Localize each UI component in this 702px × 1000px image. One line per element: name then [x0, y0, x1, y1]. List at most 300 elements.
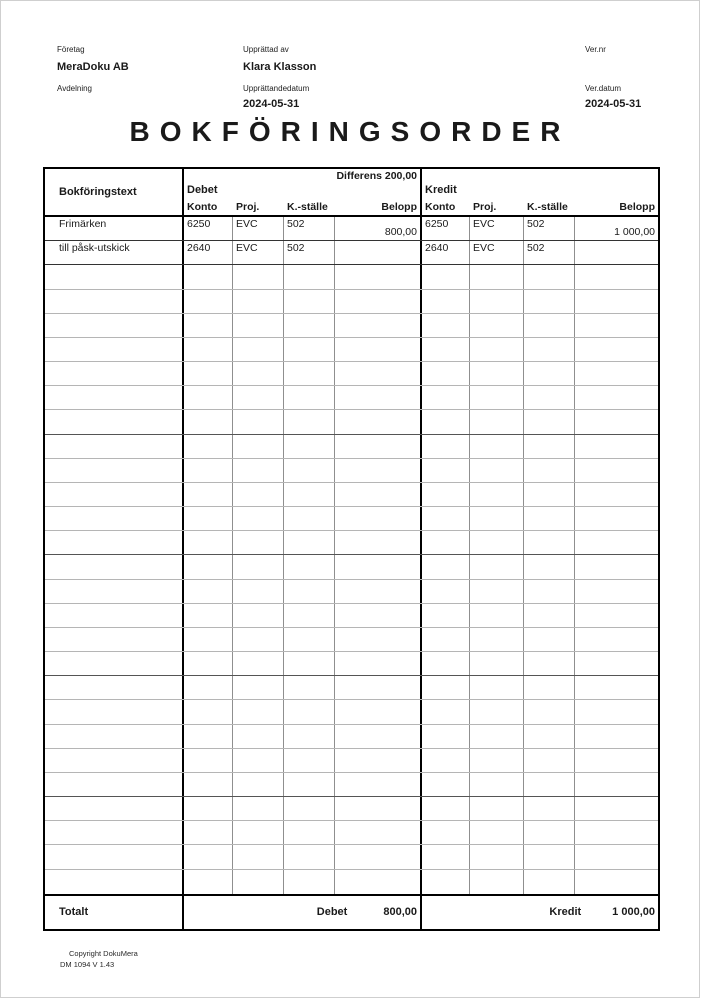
empty-cell — [470, 870, 524, 894]
cell-bokforingstext: till påsk-utskick — [45, 241, 184, 264]
empty-cell — [284, 725, 335, 748]
empty-cell — [233, 362, 284, 385]
cell-bokforingstext: Frimärken — [45, 217, 184, 240]
empty-cell — [422, 580, 470, 603]
empty-cell — [335, 676, 422, 699]
empty-cell — [233, 725, 284, 748]
empty-cell — [284, 749, 335, 772]
totalt-label: Totalt — [45, 896, 184, 929]
empty-cell — [184, 410, 233, 433]
empty-cell — [233, 459, 284, 482]
empty-cell — [422, 362, 470, 385]
subheader-kredit-belopp: Belopp — [619, 201, 655, 213]
table-row — [45, 410, 658, 434]
empty-cell — [233, 821, 284, 844]
empty-cell — [184, 435, 233, 458]
empty-cell — [284, 314, 335, 337]
footer-doc-id: DM 1094 V 1.43 — [60, 960, 115, 969]
table-row — [45, 604, 658, 628]
empty-cell — [575, 700, 658, 723]
empty-cell — [575, 604, 658, 627]
subheader-kredit-proj: Proj. — [473, 201, 497, 213]
empty-cell — [422, 531, 470, 554]
empty-cell — [45, 459, 184, 482]
empty-cell — [184, 531, 233, 554]
empty-cell — [284, 386, 335, 409]
table-row — [45, 362, 658, 386]
empty-cell — [524, 604, 575, 627]
empty-cell — [335, 555, 422, 578]
empty-cell — [470, 773, 524, 796]
empty-cell — [470, 362, 524, 385]
empty-cell — [45, 749, 184, 772]
table-row — [45, 555, 658, 579]
empty-cell — [184, 676, 233, 699]
empty-cell — [335, 386, 422, 409]
empty-cell — [335, 507, 422, 530]
empty-cell — [422, 555, 470, 578]
empty-cell — [575, 797, 658, 820]
upprattandedatum-value: 2024-05-31 — [243, 98, 300, 110]
empty-cell — [184, 314, 233, 337]
empty-cell — [335, 749, 422, 772]
empty-cell — [575, 676, 658, 699]
empty-cell — [335, 290, 422, 313]
empty-cell — [335, 265, 422, 288]
empty-cell — [284, 410, 335, 433]
empty-cell — [335, 362, 422, 385]
table-row — [45, 217, 658, 241]
empty-cell — [422, 265, 470, 288]
empty-cell — [575, 290, 658, 313]
table-row — [45, 531, 658, 555]
empty-cell — [45, 290, 184, 313]
cell-debet-konto: 6250 — [184, 217, 233, 240]
empty-cell — [45, 676, 184, 699]
empty-cell — [45, 531, 184, 554]
empty-cell — [284, 435, 335, 458]
avdelning-label: Avdelning — [57, 84, 92, 93]
cell-debet-konto: 2640 — [184, 241, 233, 264]
empty-cell — [233, 507, 284, 530]
empty-cell — [45, 604, 184, 627]
empty-cell — [284, 821, 335, 844]
empty-cell — [470, 676, 524, 699]
empty-cell — [575, 459, 658, 482]
empty-cell — [45, 821, 184, 844]
empty-cell — [184, 507, 233, 530]
upprattandedatum-label: Upprättandedatum — [243, 84, 310, 93]
empty-cell — [45, 580, 184, 603]
empty-cell — [575, 338, 658, 361]
empty-cell — [284, 797, 335, 820]
empty-cell — [524, 773, 575, 796]
page-title: BOKFÖRINGSORDER — [129, 116, 571, 147]
empty-cell — [524, 628, 575, 651]
empty-cell — [45, 314, 184, 337]
empty-cell — [335, 459, 422, 482]
empty-cell — [575, 652, 658, 675]
empty-cell — [524, 314, 575, 337]
empty-cell — [45, 773, 184, 796]
empty-cell — [45, 265, 184, 288]
table-row — [45, 628, 658, 652]
empty-cell — [284, 604, 335, 627]
empty-cell — [470, 314, 524, 337]
empty-cell — [524, 652, 575, 675]
table-row — [45, 870, 658, 894]
table-row — [45, 265, 658, 289]
empty-cell — [422, 797, 470, 820]
subheader-kredit-konto: Konto — [425, 201, 456, 213]
empty-cell — [184, 265, 233, 288]
empty-cell — [45, 386, 184, 409]
empty-cell — [184, 580, 233, 603]
empty-cell — [470, 410, 524, 433]
empty-cell — [335, 870, 422, 894]
table-row — [45, 241, 658, 265]
empty-cell — [284, 870, 335, 894]
empty-cell — [470, 386, 524, 409]
empty-cell — [575, 362, 658, 385]
empty-cell — [284, 531, 335, 554]
empty-cell — [470, 483, 524, 506]
cell-kredit-konto: 6250 — [422, 217, 470, 240]
empty-cell — [335, 652, 422, 675]
verdatum-value: 2024-05-31 — [585, 98, 642, 110]
empty-cell — [45, 483, 184, 506]
empty-cell — [45, 870, 184, 894]
empty-cell — [524, 700, 575, 723]
empty-cell — [335, 725, 422, 748]
totalt-kredit-value: 1 000,00 — [612, 906, 655, 919]
empty-cell — [470, 459, 524, 482]
empty-cell — [45, 507, 184, 530]
table-rows — [45, 217, 658, 894]
empty-cell — [335, 604, 422, 627]
empty-cell — [575, 628, 658, 651]
empty-cell — [422, 507, 470, 530]
empty-cell — [422, 773, 470, 796]
empty-cell — [233, 797, 284, 820]
empty-cell — [45, 338, 184, 361]
totalt-row — [45, 894, 658, 929]
empty-cell — [470, 797, 524, 820]
cell-kredit-konto: 2640 — [422, 241, 470, 264]
kredit-subheaders — [422, 198, 658, 215]
empty-cell — [524, 507, 575, 530]
empty-cell — [284, 507, 335, 530]
totalt-debet-cell — [184, 896, 422, 929]
empty-cell — [524, 845, 575, 868]
table-row — [45, 338, 658, 362]
empty-cell — [233, 845, 284, 868]
empty-cell — [422, 483, 470, 506]
empty-cell — [575, 314, 658, 337]
table-header — [45, 169, 658, 217]
empty-cell — [524, 386, 575, 409]
empty-cell — [45, 725, 184, 748]
empty-cell — [335, 410, 422, 433]
empty-cell — [575, 531, 658, 554]
table-row — [45, 749, 658, 773]
empty-cell — [422, 725, 470, 748]
empty-cell — [335, 314, 422, 337]
empty-cell — [45, 628, 184, 651]
subheader-debet-proj: Proj. — [236, 201, 260, 213]
table-row — [45, 676, 658, 700]
upprattad-av-label: Upprättad av — [243, 45, 289, 54]
empty-cell — [470, 700, 524, 723]
subheader-debet-kstalle: K.-ställe — [287, 201, 328, 213]
cell-kredit-proj: EVC — [470, 241, 524, 264]
empty-cell — [233, 555, 284, 578]
empty-cell — [524, 531, 575, 554]
empty-cell — [575, 265, 658, 288]
empty-cell — [422, 410, 470, 433]
empty-cell — [284, 845, 335, 868]
empty-cell — [575, 773, 658, 796]
empty-cell — [575, 725, 658, 748]
table-row — [45, 459, 658, 483]
empty-cell — [233, 435, 284, 458]
empty-cell — [470, 749, 524, 772]
empty-cell — [524, 749, 575, 772]
empty-cell — [184, 555, 233, 578]
subheader-debet-konto: Konto — [187, 201, 218, 213]
subheader-kredit-kstalle: K.-ställe — [527, 201, 568, 213]
empty-cell — [284, 676, 335, 699]
debet-subheaders — [184, 198, 420, 215]
empty-cell — [335, 435, 422, 458]
empty-cell — [524, 483, 575, 506]
empty-cell — [524, 362, 575, 385]
vernr-label: Ver.nr — [585, 45, 606, 54]
empty-cell — [470, 628, 524, 651]
empty-cell — [184, 749, 233, 772]
empty-cell — [422, 459, 470, 482]
cell-kredit-proj: EVC — [470, 217, 524, 240]
cell-debet-kstalle: 502 — [284, 217, 335, 240]
empty-cell — [233, 676, 284, 699]
empty-cell — [470, 652, 524, 675]
table-row — [45, 845, 658, 869]
empty-cell — [524, 459, 575, 482]
empty-cell — [470, 845, 524, 868]
empty-cell — [184, 362, 233, 385]
table-row — [45, 435, 658, 459]
empty-cell — [335, 797, 422, 820]
cell-kredit-kstalle: 502 — [524, 241, 575, 264]
empty-cell — [233, 604, 284, 627]
empty-cell — [524, 580, 575, 603]
empty-cell — [284, 580, 335, 603]
empty-cell — [233, 531, 284, 554]
empty-cell — [422, 314, 470, 337]
empty-cell — [470, 580, 524, 603]
empty-cell — [575, 749, 658, 772]
empty-cell — [284, 555, 335, 578]
empty-cell — [524, 410, 575, 433]
empty-cell — [45, 700, 184, 723]
totalt-debet-value: 800,00 — [383, 906, 417, 919]
empty-cell — [470, 821, 524, 844]
cell-kredit-belopp — [575, 241, 658, 264]
foretag-label: Företag — [57, 45, 85, 54]
table-row — [45, 797, 658, 821]
empty-cell — [233, 483, 284, 506]
empty-cell — [470, 531, 524, 554]
empty-cell — [335, 845, 422, 868]
upprattad-av-value: Klara Klasson — [243, 61, 317, 73]
differens-value: Differens 200,00 — [336, 170, 417, 182]
cell-debet-belopp: 800,00 — [335, 217, 422, 240]
empty-cell — [184, 700, 233, 723]
table-row — [45, 290, 658, 314]
empty-cell — [184, 773, 233, 796]
empty-cell — [233, 386, 284, 409]
table-row — [45, 483, 658, 507]
empty-cell — [524, 870, 575, 894]
empty-cell — [233, 870, 284, 894]
empty-cell — [524, 290, 575, 313]
empty-cell — [184, 386, 233, 409]
empty-cell — [335, 628, 422, 651]
empty-cell — [575, 555, 658, 578]
cell-kredit-kstalle: 502 — [524, 217, 575, 240]
empty-cell — [45, 435, 184, 458]
table-row — [45, 652, 658, 676]
table-row — [45, 507, 658, 531]
empty-cell — [470, 507, 524, 530]
empty-cell — [422, 676, 470, 699]
cell-debet-proj: EVC — [233, 241, 284, 264]
debet-header-label: Debet — [187, 184, 218, 196]
empty-cell — [45, 555, 184, 578]
empty-cell — [284, 362, 335, 385]
table-row — [45, 314, 658, 338]
empty-cell — [524, 797, 575, 820]
empty-cell — [524, 435, 575, 458]
empty-cell — [470, 604, 524, 627]
cell-debet-proj: EVC — [233, 217, 284, 240]
empty-cell — [575, 435, 658, 458]
empty-cell — [422, 821, 470, 844]
table-row — [45, 700, 658, 724]
empty-cell — [422, 700, 470, 723]
empty-cell — [284, 483, 335, 506]
empty-cell — [335, 338, 422, 361]
empty-cell — [422, 628, 470, 651]
empty-cell — [233, 628, 284, 651]
empty-cell — [422, 604, 470, 627]
empty-cell — [470, 435, 524, 458]
empty-cell — [284, 290, 335, 313]
kredit-header-label: Kredit — [425, 184, 457, 196]
empty-cell — [335, 531, 422, 554]
empty-cell — [284, 773, 335, 796]
bokforingsorder-table — [43, 167, 660, 931]
empty-cell — [184, 604, 233, 627]
totalt-debet-label: Debet — [316, 906, 348, 919]
empty-cell — [575, 821, 658, 844]
empty-cell — [184, 290, 233, 313]
table-row — [45, 386, 658, 410]
empty-cell — [284, 628, 335, 651]
empty-cell — [184, 483, 233, 506]
empty-cell — [422, 845, 470, 868]
empty-cell — [184, 628, 233, 651]
empty-cell — [233, 410, 284, 433]
empty-cell — [422, 290, 470, 313]
foretag-value: MeraDoku AB — [57, 61, 129, 73]
empty-cell — [184, 797, 233, 820]
empty-cell — [575, 410, 658, 433]
cell-debet-belopp — [335, 241, 422, 264]
empty-cell — [422, 338, 470, 361]
kredit-section-header — [422, 169, 658, 215]
empty-cell — [184, 338, 233, 361]
empty-cell — [233, 700, 284, 723]
empty-cell — [470, 290, 524, 313]
kredit-header-spacer — [422, 169, 658, 183]
empty-cell — [422, 749, 470, 772]
empty-cell — [284, 700, 335, 723]
table-row — [45, 725, 658, 749]
empty-cell — [184, 652, 233, 675]
empty-cell — [470, 555, 524, 578]
empty-cell — [45, 797, 184, 820]
empty-cell — [575, 483, 658, 506]
table-row — [45, 773, 658, 797]
empty-cell — [524, 821, 575, 844]
empty-cell — [184, 725, 233, 748]
empty-cell — [575, 580, 658, 603]
empty-cell — [45, 845, 184, 868]
empty-cell — [422, 870, 470, 894]
empty-cell — [184, 821, 233, 844]
empty-cell — [233, 314, 284, 337]
empty-cell — [575, 845, 658, 868]
table-row — [45, 821, 658, 845]
empty-cell — [575, 870, 658, 894]
table-row — [45, 580, 658, 604]
empty-cell — [233, 652, 284, 675]
empty-cell — [184, 459, 233, 482]
empty-cell — [524, 725, 575, 748]
empty-cell — [524, 676, 575, 699]
footer-copyright: Copyright DokuMera — [69, 949, 138, 958]
empty-cell — [335, 821, 422, 844]
empty-cell — [233, 773, 284, 796]
empty-cell — [233, 338, 284, 361]
cell-kredit-belopp: 1 000,00 — [614, 226, 655, 239]
empty-cell — [470, 265, 524, 288]
empty-cell — [524, 265, 575, 288]
empty-cell — [470, 725, 524, 748]
empty-cell — [233, 580, 284, 603]
subheader-debet-belopp: Belopp — [381, 201, 417, 213]
empty-cell — [284, 265, 335, 288]
empty-cell — [284, 338, 335, 361]
empty-cell — [335, 773, 422, 796]
empty-cell — [233, 749, 284, 772]
empty-cell — [45, 410, 184, 433]
empty-cell — [422, 386, 470, 409]
verdatum-label: Ver.datum — [585, 84, 622, 93]
empty-cell — [575, 386, 658, 409]
empty-cell — [335, 700, 422, 723]
